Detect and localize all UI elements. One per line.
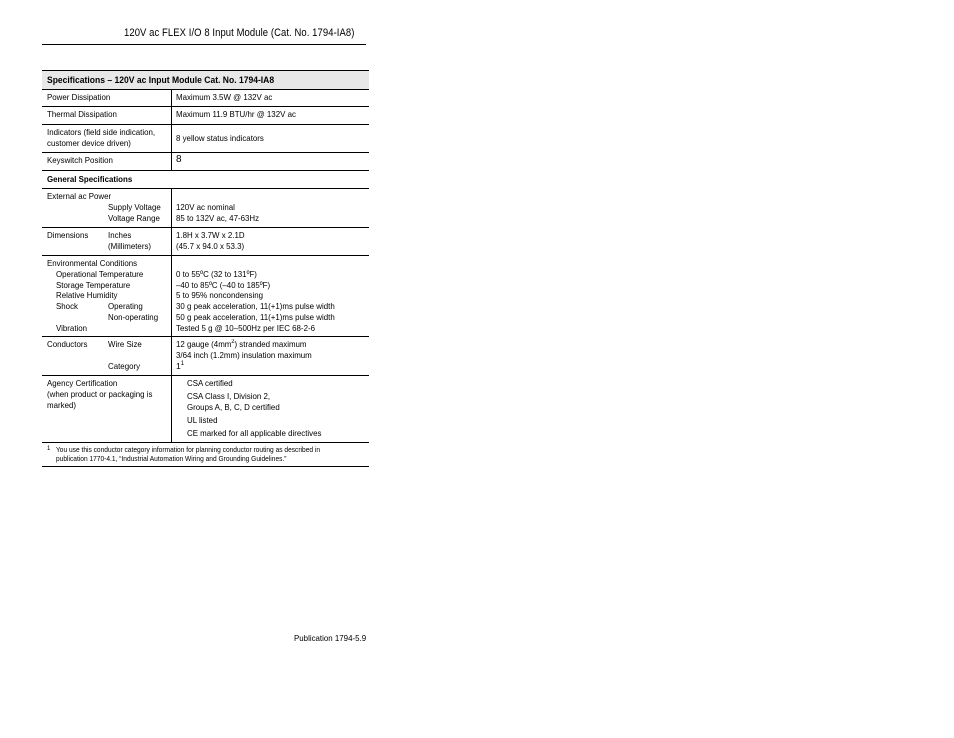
row-agency-certification: Agency Certification (when product or packaging is marked) CSA certified CSA Class I, Division 2, Groups A, B, C, D certified UL listed CE marked for all applicable directives	[42, 376, 369, 443]
page-header-title: 120V ac FLEX I/O 8 Input Module (Cat. No. 1794-IA8)	[124, 27, 355, 39]
table-title: Specifications – 120V ac Input Module Cat. No. 1794-IA8	[42, 70, 369, 90]
row-indicators: Indicators (field side indication, customer device driven) 8 yellow status indicators	[42, 125, 369, 153]
header-rule	[42, 44, 366, 45]
row-dimensions: Dimensions Inches (Millimeters) 1.8H x 3.7W x 2.1D (45.7 x 94.0 x 53.3)	[42, 228, 369, 256]
row-power-dissipation: Power Dissipation Maximum 3.5W @ 132V ac	[42, 90, 369, 107]
row-external-power: External ac Power Supply Voltage Voltage Range 120V ac nominal 85 to 132V ac, 47-63Hz	[42, 189, 369, 228]
specifications-table	[42, 70, 369, 467]
row-thermal-dissipation: Thermal Dissipation Maximum 11.9 BTU/hr @ 132V ac	[42, 107, 369, 125]
footnote: 1 You use this conductor category information for planning conductor routing as described in publication 1770-4.1, “Industrial Automation Wiring and Grounding Guidelines.”	[42, 443, 369, 467]
publication-number: Publication 1794-5.9	[294, 633, 367, 643]
row-conductors: Conductors Wire Size Category 12 gauge $(4mm^2)$ stranded maximum 3/64 inch (1.2mm) insulation maximum $1^1$	[42, 337, 369, 376]
row-keyswitch: Keyswitch Position 8	[42, 153, 369, 171]
row-general-heading: General Specifications	[42, 171, 369, 189]
row-environmental: Environmental Conditions Operational Temperature Storage Temperature Relative Humidity Shock Operating Non-operating Vibration 0 to 55ºC (32 to 131ºF) –40 to 85ºC (–40 to 185ºF) 5 to 95% noncondensing 30 g peak acceleration, 11(+1)ms pulse width 50 g peak acceleration, 11(+1)ms pulse width Tested 5 g @ 10–500Hz per IEC 68-2-6	[42, 256, 369, 337]
